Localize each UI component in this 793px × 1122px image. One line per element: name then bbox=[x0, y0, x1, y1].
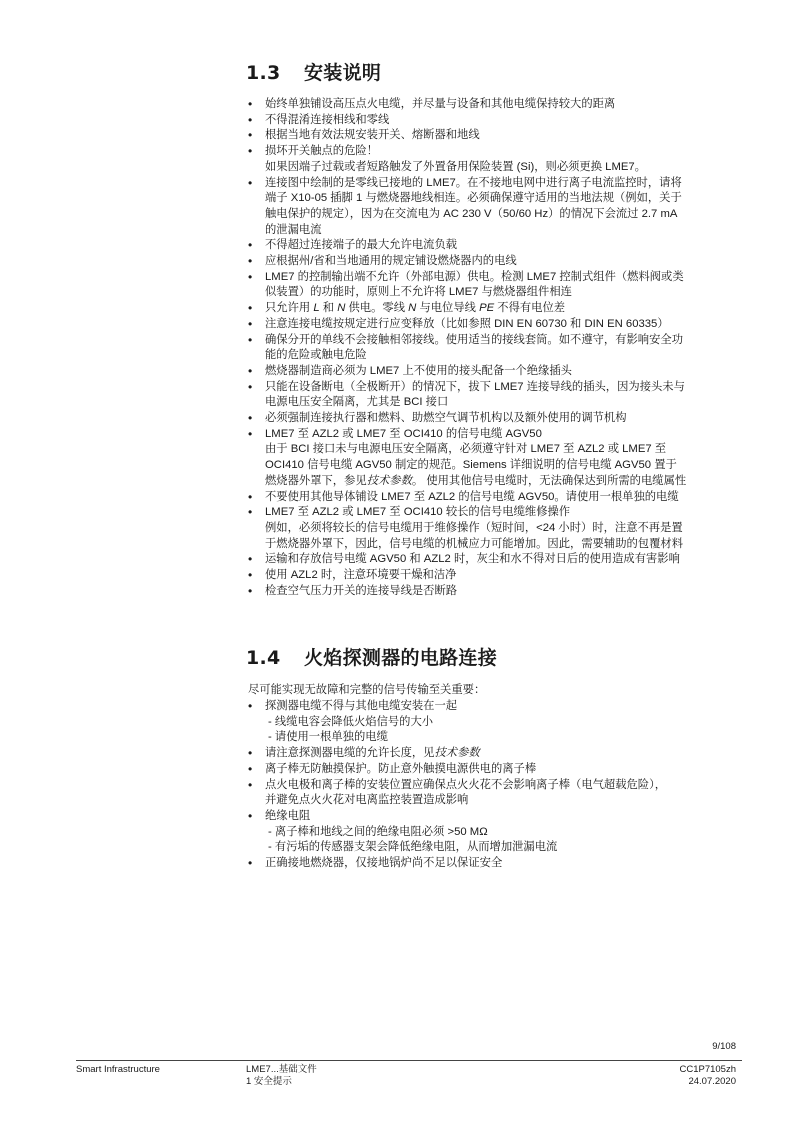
list-item-continuation: 端子 X10-05 插脚 1 与燃烧器地线相连。必须确保遵守适用的当地法规（例如，关于 bbox=[265, 192, 682, 205]
list-item-text: • 只能在设备断电（全极断开）的情况下，拔下 LME7 连接导线的插头，因为接头未与 bbox=[265, 380, 685, 393]
flame-detector-notes-list bbox=[248, 699, 748, 872]
list-item-text: • 不得混淆连接相线和零线 bbox=[265, 113, 390, 126]
list-item-continuation: 如果因端子过载或者短路触发了外置备用保险装置 (Si)，则必须更换 LME7。 bbox=[265, 160, 646, 173]
list-item-text: • 应根据州/省和当地通用的规定铺设燃烧器内的电线 bbox=[265, 255, 517, 268]
list-item-continuation: 并避免点火火花对电离监控装置造成影响 bbox=[265, 794, 469, 807]
list-item-continuation: 燃烧器外罩下，参见技术参数。 使用其他信号电缆时，无法确保达到所需的电缆属性 bbox=[265, 474, 687, 487]
section-heading-1-4 bbox=[246, 643, 497, 670]
list-item-text: • 检查空气压力开关的连接导线是否断路 bbox=[265, 584, 458, 597]
list-item-continuation: 似装置）的功能时，原则上不允许将 LME7 与燃烧器组件相连 bbox=[265, 286, 572, 299]
list-item-continuation: - 线缆电容会降低火焰信号的大小 bbox=[268, 715, 434, 728]
list-item bbox=[248, 411, 748, 427]
list-item-text: • 离子棒无防触摸保护。防止意外触摸电源供电的离子棒 bbox=[265, 762, 537, 775]
list-item-text: • 注意连接电缆按规定进行应变释放（比如参照 DIN EN 60730 和 DIN EN 60335） bbox=[265, 317, 669, 330]
list-item-text: • 燃烧器制造商必须为 LME7 上不使用的接头配备一个绝缘插头 bbox=[265, 364, 572, 377]
list-item-text: • 确保分开的单线不会接触相邻接线。使用适当的接线套筒。如不遵守，有影响安全功 bbox=[265, 333, 683, 346]
list-item bbox=[248, 364, 748, 380]
list-item bbox=[248, 176, 748, 239]
list-item-text: • 始终单独铺设高压点火电缆，并尽量与设备和其他电缆保持较大的距离 bbox=[265, 98, 616, 110]
installation-notes-list bbox=[248, 97, 748, 600]
section-intro: 尽可能实现无故障和完整的信号传输至关重要： bbox=[248, 684, 486, 696]
section-number: 1.4 bbox=[246, 647, 281, 669]
footer-doc-title: LME7...基础文件 bbox=[246, 1064, 317, 1075]
list-item-continuation: - 离子棒和地线之间的绝缘电阻必须 >50 MΩ bbox=[268, 825, 488, 838]
list-item-text: • 必须强制连接执行器和燃料、助燃空气调节机构以及额外使用的调节机构 bbox=[265, 412, 627, 425]
list-item-text: • 探测器电缆不得与其他电缆安装在一起 bbox=[265, 700, 458, 712]
list-item bbox=[248, 552, 748, 568]
list-item-continuation: 触电保护的规定），因为在交流电为 AC 230 V（50/60 Hz）的情况下会流过 2.7 mA bbox=[265, 207, 678, 220]
section-title: 火焰探测器的电路连接 bbox=[304, 647, 498, 669]
list-item-text: • 连接图中绘制的是零线已接地的 LME7。在不接地电网中进行离子电流监控时，请将 bbox=[265, 176, 682, 189]
list-item bbox=[248, 113, 748, 129]
list-item bbox=[248, 778, 748, 809]
list-item bbox=[248, 238, 748, 254]
list-item bbox=[248, 856, 748, 872]
section-heading-1-3 bbox=[246, 58, 381, 85]
list-item bbox=[248, 762, 748, 778]
list-item-continuation: 的泄漏电流 bbox=[265, 223, 322, 236]
list-item-text: • 使用 AZL2 时，注意环境要干燥和洁净 bbox=[265, 569, 457, 582]
list-item-continuation: 能的危险或触电危险 bbox=[265, 349, 367, 362]
section-title: 安装说明 bbox=[304, 62, 382, 84]
list-item bbox=[248, 270, 748, 301]
list-item-text: • 运输和存放信号电缆 AGV50 和 AZL2 时，灰尘和水不得对日后的使用造成有害影响 bbox=[265, 553, 680, 566]
footer-doc-id: CC1P7105zh bbox=[679, 1064, 736, 1075]
footer-divider bbox=[76, 1060, 742, 1061]
list-item-text: • 损坏开关触点的危险！ bbox=[265, 145, 378, 158]
list-item-continuation: OCI410 信号电缆 AGV50 制定的规范。Siemens 详细说明的信号电缆 AGV50 置于 bbox=[265, 459, 677, 472]
list-item bbox=[248, 699, 748, 746]
list-item-text: • 正确接地燃烧器，仅接地锅炉尚不足以保证安全 bbox=[265, 857, 503, 870]
list-item bbox=[248, 301, 748, 317]
list-item bbox=[248, 505, 748, 552]
list-item bbox=[248, 128, 748, 144]
list-item bbox=[248, 333, 748, 364]
list-item bbox=[248, 380, 748, 411]
list-item bbox=[248, 97, 748, 113]
footer-company: Smart Infrastructure bbox=[76, 1064, 160, 1075]
list-item-continuation: 例如，必须将较长的信号电缆用于维修操作（短时间，<24 小时）时，注意不再是置 bbox=[265, 521, 683, 534]
list-item-text: • LME7 的控制输出端不允许（外部电源）供电。检测 LME7 控制式组件（燃料阀或类 bbox=[265, 270, 684, 283]
list-item-text: • 请注意探测器电缆的允许长度，见技术参数 bbox=[265, 747, 480, 760]
list-item-text: • LME7 至 AZL2 或 LME7 至 OCI410 的信号电缆 AGV50 bbox=[265, 427, 542, 440]
list-item bbox=[248, 254, 748, 270]
list-item-text: • 不得超过连接端子的最大允许电流负载 bbox=[265, 239, 458, 252]
list-item-continuation: 于燃烧器外罩下，因此，信号电缆的机械应力可能增加。因此，需要辅助的包覆材料 bbox=[265, 537, 683, 550]
footer-chapter: 1 安全提示 bbox=[246, 1076, 292, 1087]
list-item-text: • 点火电极和离子棒的安装位置应确保点火火花不会影响离子棒（电气超载危险）， bbox=[265, 778, 667, 791]
list-item-text: • 根据当地有效法规安装开关、熔断器和地线 bbox=[265, 129, 480, 142]
list-item bbox=[248, 746, 748, 762]
list-item-text: • 绝缘电阻 bbox=[265, 809, 311, 822]
list-item bbox=[248, 568, 748, 584]
list-item bbox=[248, 809, 748, 856]
page-number: 9/108 bbox=[712, 1041, 736, 1052]
footer-date: 24.07.2020 bbox=[688, 1076, 736, 1087]
list-item bbox=[248, 317, 748, 333]
list-item-text: • 只允许用 L 和 N 供电。零线 N 与电位导线 PE 不得有电位差 bbox=[265, 302, 566, 315]
list-item bbox=[248, 144, 748, 175]
list-item-continuation: - 请使用一根单独的电缆 bbox=[268, 731, 388, 744]
list-item-text: • 不要使用其他导体铺设 LME7 至 AZL2 的信号电缆 AGV50。请使用一根单独的电缆 bbox=[265, 490, 679, 503]
list-item bbox=[248, 427, 748, 490]
section-number: 1.3 bbox=[246, 62, 281, 84]
list-item-text: • LME7 至 AZL2 或 LME7 至 OCI410 较长的信号电缆维修操作 bbox=[265, 506, 571, 519]
list-item bbox=[248, 490, 748, 506]
list-item-continuation: 由于 BCI 接口未与电源电压安全隔离，必须遵守针对 LME7 至 AZL2 或 LME7 至 bbox=[265, 443, 667, 456]
list-item bbox=[248, 584, 748, 600]
list-item-continuation: 电源电压安全隔离，尤其是 BCI 接口 bbox=[265, 396, 449, 409]
list-item-continuation: - 有污垢的传感器支架会降低绝缘电阻，从而增加泄漏电流 bbox=[268, 841, 558, 854]
